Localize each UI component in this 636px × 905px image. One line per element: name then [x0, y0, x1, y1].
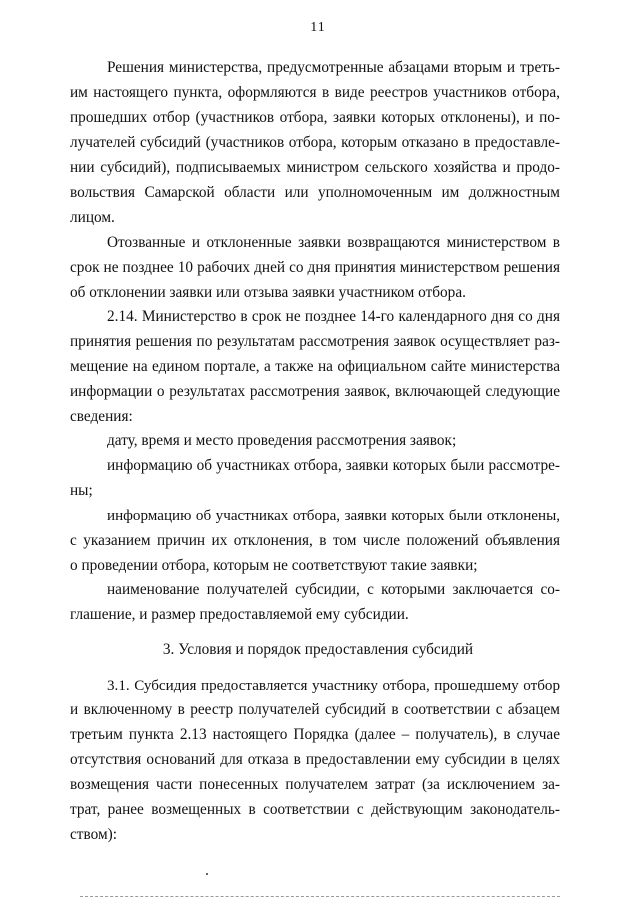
- text-line: 2.14. Министерство в срок не позднее 14-го календарного дня со дня: [107, 308, 560, 325]
- scan-artifact: [206, 873, 208, 875]
- text-line: Отозванные и отклоненные заявки возвращаются министерством в: [107, 234, 560, 251]
- text-line: им настоящего пункта, оформляются в виде реестров участников отбора,: [70, 84, 560, 101]
- text-line: дату, время и место проведения рассмотрения заявок;: [107, 432, 457, 449]
- text-line: информацию об участниках отбора, заявки которых были рассмотре-: [107, 457, 560, 474]
- text-line: информации о результатах рассмотрения заявок, включающей следующие: [70, 383, 560, 400]
- text-line: мещение на едином портале, а также на официальном сайте министерства: [70, 358, 560, 375]
- text-line: об отклонении заявки или отзыва заявки участником отбора.: [70, 284, 466, 301]
- text-line: принятия решения по результатам рассмотрения заявок осуществляет раз-: [70, 333, 560, 350]
- text-line: Решения министерства, предусмотренные абзацами вторым и треть-: [107, 59, 560, 76]
- text-line: сведения:: [70, 408, 133, 425]
- text-line: третьим пункта 2.13 настоящего Порядка (далее – получатель), в случае: [70, 726, 560, 743]
- text-line: нии субсидий), подписываемых министром сельского хозяйства и продо-: [70, 159, 560, 176]
- text-line: ством):: [70, 826, 117, 843]
- text-line: вольствия Самарской области или уполномоченным им должностным: [70, 184, 560, 201]
- text-line: информацию об участниках отбора, заявки которых были отклонены,: [107, 508, 560, 524]
- text-line: с указанием причин их отклонения, в том числе положений объявления: [70, 532, 560, 549]
- text-line: срок не позднее 10 рабочих дней со дня принятия министерством решения: [70, 259, 560, 276]
- text-line: прошедших отбор (участников отбора, заявки которых отклонены), и по-: [70, 109, 560, 126]
- text-line: отсутствия оснований для отказа в предоставлении ему субсидии в целях: [70, 751, 560, 768]
- text-line: 3.1. Субсидия предоставляется участнику отбора, прошедшему отбор: [107, 678, 560, 694]
- text-line: ны;: [70, 482, 93, 499]
- text-line: трат, ранее возмещенных в соответствии с действующим законодатель-: [70, 801, 560, 818]
- text-line: о проведении отбора, которым не соответствуют такие заявки;: [70, 557, 478, 574]
- text-line: наименование получателей субсидии, с которыми заключается со-: [107, 581, 560, 598]
- text-line: глашение, и размер предоставляемой ему субсидии.: [70, 606, 409, 623]
- page-bottom-edge: [80, 896, 560, 898]
- text-line: лицом.: [70, 209, 115, 226]
- text-line: лучателей субсидий (участников отбора, которым отказано в предоставле-: [70, 134, 560, 151]
- text-line: и включенному в реестр получателей субсидий в соответствии с абзацем: [70, 701, 560, 718]
- section-heading: 3. Условия и порядок предоставления субсидий: [162, 641, 474, 658]
- text-line: возмещения части понесенных получателем затрат (за исключением за-: [70, 776, 560, 793]
- page-number: 11: [310, 20, 326, 35]
